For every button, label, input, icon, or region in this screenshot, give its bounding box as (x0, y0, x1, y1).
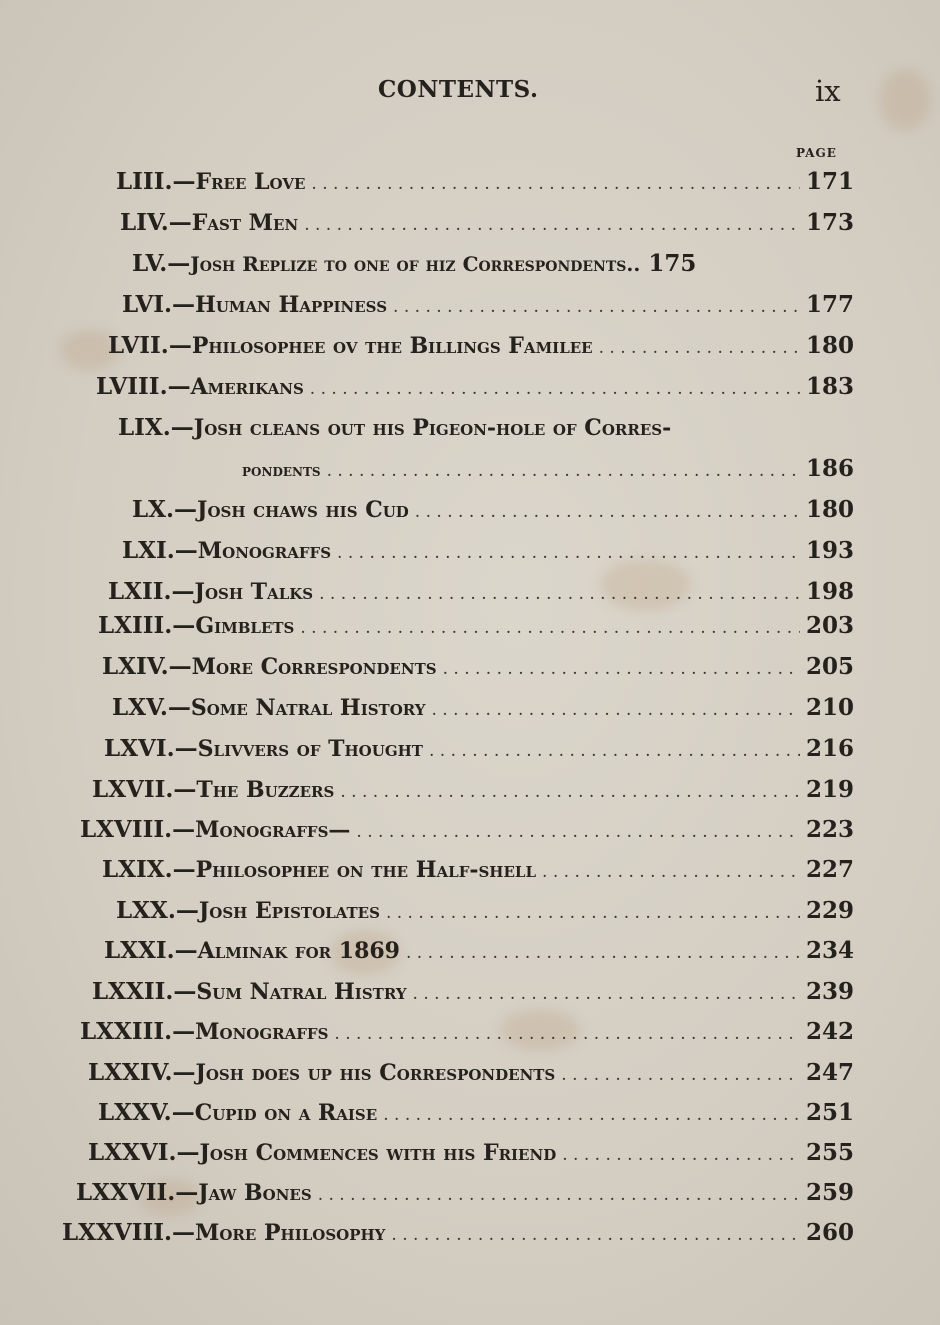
toc-entry (132, 496, 855, 526)
leader-dots (406, 943, 800, 963)
toc-entry (120, 209, 855, 239)
entry-title: More Philosophy (195, 1220, 386, 1246)
leader-dots (310, 379, 800, 399)
entry-title: The Buzzers (196, 777, 335, 803)
page-title: CONTENTS. (378, 76, 539, 103)
entry-page: 219 (806, 776, 855, 803)
entry-title: Philosophee ov the Billings Familee (191, 333, 593, 359)
entry-number: LXXVII.— (76, 1179, 199, 1206)
entry-number: LIX.— (118, 414, 194, 441)
entry-number: LVIII.— (96, 373, 191, 400)
entry-number: LXXII.— (92, 978, 197, 1005)
entry-title: Josh Replize to one of hiz Correspondents.. (190, 252, 641, 276)
entry-title: Josh does up his Correspondents (195, 1060, 556, 1086)
entry-number: LVII.— (108, 332, 192, 359)
leader-dots (393, 297, 800, 317)
entry-page: 183 (806, 373, 855, 400)
entry-title: Human Happiness (195, 292, 388, 318)
entry-page: 247 (806, 1059, 855, 1086)
toc-entry (92, 776, 855, 806)
toc-entry (104, 937, 855, 967)
toc-entry (116, 168, 855, 198)
entry-title: Sum Natral Histry (196, 979, 407, 1005)
entry-number: LIV.— (120, 209, 192, 236)
leader-dots (319, 584, 800, 604)
toc-entry (122, 537, 855, 567)
entry-page: 216 (806, 735, 855, 762)
toc-entry (76, 1179, 855, 1209)
entry-page: 173 (806, 209, 855, 236)
entry-number: LXXI.— (104, 937, 198, 964)
entry-number: LXIX.— (102, 856, 196, 883)
toc-entry (80, 816, 855, 846)
entry-page: 223 (806, 816, 855, 843)
leader-dots (304, 215, 800, 235)
leader-dots (599, 338, 800, 358)
entry-page: 255 (806, 1139, 855, 1166)
entry-title: Free Love (195, 169, 306, 195)
entry-number: LXV.— (112, 694, 191, 721)
entry-title: Cupid on a Raise (194, 1100, 378, 1126)
leader-dots (562, 1145, 800, 1165)
entry-number: LXIII.— (98, 612, 196, 639)
toc-entry (112, 694, 855, 724)
entry-page: 251 (806, 1099, 855, 1126)
entry-page: 175 (648, 250, 697, 277)
entry-title: Slivvers of Thought (197, 736, 423, 762)
entry-page: 203 (806, 612, 855, 639)
entry-title: Josh Commences with his Friend (199, 1140, 557, 1166)
entry-page: 239 (806, 978, 855, 1005)
entry-number: LXXVIII.— (62, 1219, 195, 1246)
leader-dots (413, 984, 800, 1004)
toc-entry (98, 1099, 855, 1129)
entry-page: 193 (806, 537, 855, 564)
entry-page: 260 (806, 1219, 855, 1246)
entry-number: LXXIII.— (80, 1018, 196, 1045)
entry-title: Philosophee on the Half-shell (195, 857, 537, 883)
entry-number: LXVI.— (104, 735, 198, 762)
leader-dots (337, 543, 800, 563)
entry-page: 227 (806, 856, 855, 883)
entry-page: 210 (806, 694, 855, 721)
toc-entry (102, 856, 855, 886)
entry-title-continuation: pondents (242, 461, 321, 481)
toc-entry (88, 1059, 855, 1089)
entry-title: Fast Men (191, 210, 299, 236)
entry-number: LXVII.— (92, 776, 197, 803)
entry-title: Jaw Bones (198, 1180, 312, 1206)
entry-page: 205 (806, 653, 855, 680)
entry-number: LXVIII.— (80, 816, 196, 843)
entry-number: LXXVI.— (88, 1139, 200, 1166)
entry-number: LXXV.— (98, 1099, 195, 1126)
toc-entry (92, 978, 855, 1008)
leader-dots (415, 502, 800, 522)
entry-number: LXII.— (108, 578, 195, 605)
entry-page: 180 (806, 332, 855, 359)
toc-entry-continuation (242, 455, 855, 485)
toc-entry (96, 373, 855, 403)
entry-title: Josh cleans out his Pigeon-hole of Corres- (193, 415, 672, 441)
entry-title: Amerikans (190, 374, 304, 400)
toc-entry (108, 332, 855, 362)
toc-entry (98, 612, 855, 642)
entry-page: 229 (806, 897, 855, 924)
leader-dots (318, 1185, 800, 1205)
entry-title: Josh Epistolates (198, 898, 380, 924)
entry-title: Monograffs (195, 1019, 329, 1045)
leader-dots (432, 700, 801, 720)
leader-dots (327, 461, 800, 481)
entry-title: Some Natral History (190, 695, 426, 721)
entry-title: Alminak for 1869 (197, 938, 400, 964)
entry-number: LXXIV.— (88, 1059, 196, 1086)
toc-entry (102, 653, 855, 683)
toc-entry (80, 1018, 855, 1048)
leader-dots (340, 782, 800, 802)
entry-page: 234 (806, 937, 855, 964)
toc-entry (62, 1219, 855, 1249)
leader-dots (386, 903, 800, 923)
toc-entry (116, 897, 855, 927)
entry-title: Monograffs (197, 538, 332, 564)
entry-number: LXIV.— (102, 653, 192, 680)
toc-entry (122, 291, 855, 321)
leader-dots (429, 741, 800, 761)
entry-page: 171 (806, 168, 855, 195)
page-number: ix (815, 74, 841, 108)
toc-entry (108, 578, 855, 608)
page-header (0, 74, 940, 108)
entry-number: LV.— (132, 250, 191, 277)
entry-number: LIII.— (116, 168, 196, 195)
leader-dots (383, 1105, 800, 1125)
entry-title: Josh chaws his Cud (197, 497, 409, 523)
entry-page: 259 (806, 1179, 855, 1206)
entry-number: LVI.— (122, 291, 196, 318)
entry-page: 242 (806, 1018, 855, 1045)
entry-page: 177 (806, 291, 855, 318)
toc-entry-first-line (118, 414, 671, 444)
leader-dots (542, 862, 800, 882)
leader-dots (561, 1065, 800, 1085)
entry-title: Gimblets (195, 613, 295, 639)
entry-number: LXX.— (116, 897, 199, 924)
leader-dots (311, 174, 800, 194)
entry-number: LXI.— (122, 537, 198, 564)
leader-dots (334, 1024, 800, 1044)
entry-page: 186 (806, 455, 855, 482)
entry-number: LX.— (132, 496, 198, 523)
toc-entry (88, 1139, 855, 1169)
entry-page: 198 (806, 578, 855, 605)
toc-entry (104, 735, 855, 765)
leader-dots (300, 618, 800, 638)
entry-title: Josh Talks (194, 579, 314, 605)
leader-dots (443, 659, 800, 679)
entry-title: More Correspondents (191, 654, 437, 680)
page-column-label: PAGE (796, 146, 837, 160)
entry-page: 180 (806, 496, 855, 523)
leader-dots (391, 1225, 800, 1245)
toc-entry (132, 250, 850, 280)
entry-title: Monograffs— (195, 817, 351, 843)
leader-dots (356, 822, 800, 842)
